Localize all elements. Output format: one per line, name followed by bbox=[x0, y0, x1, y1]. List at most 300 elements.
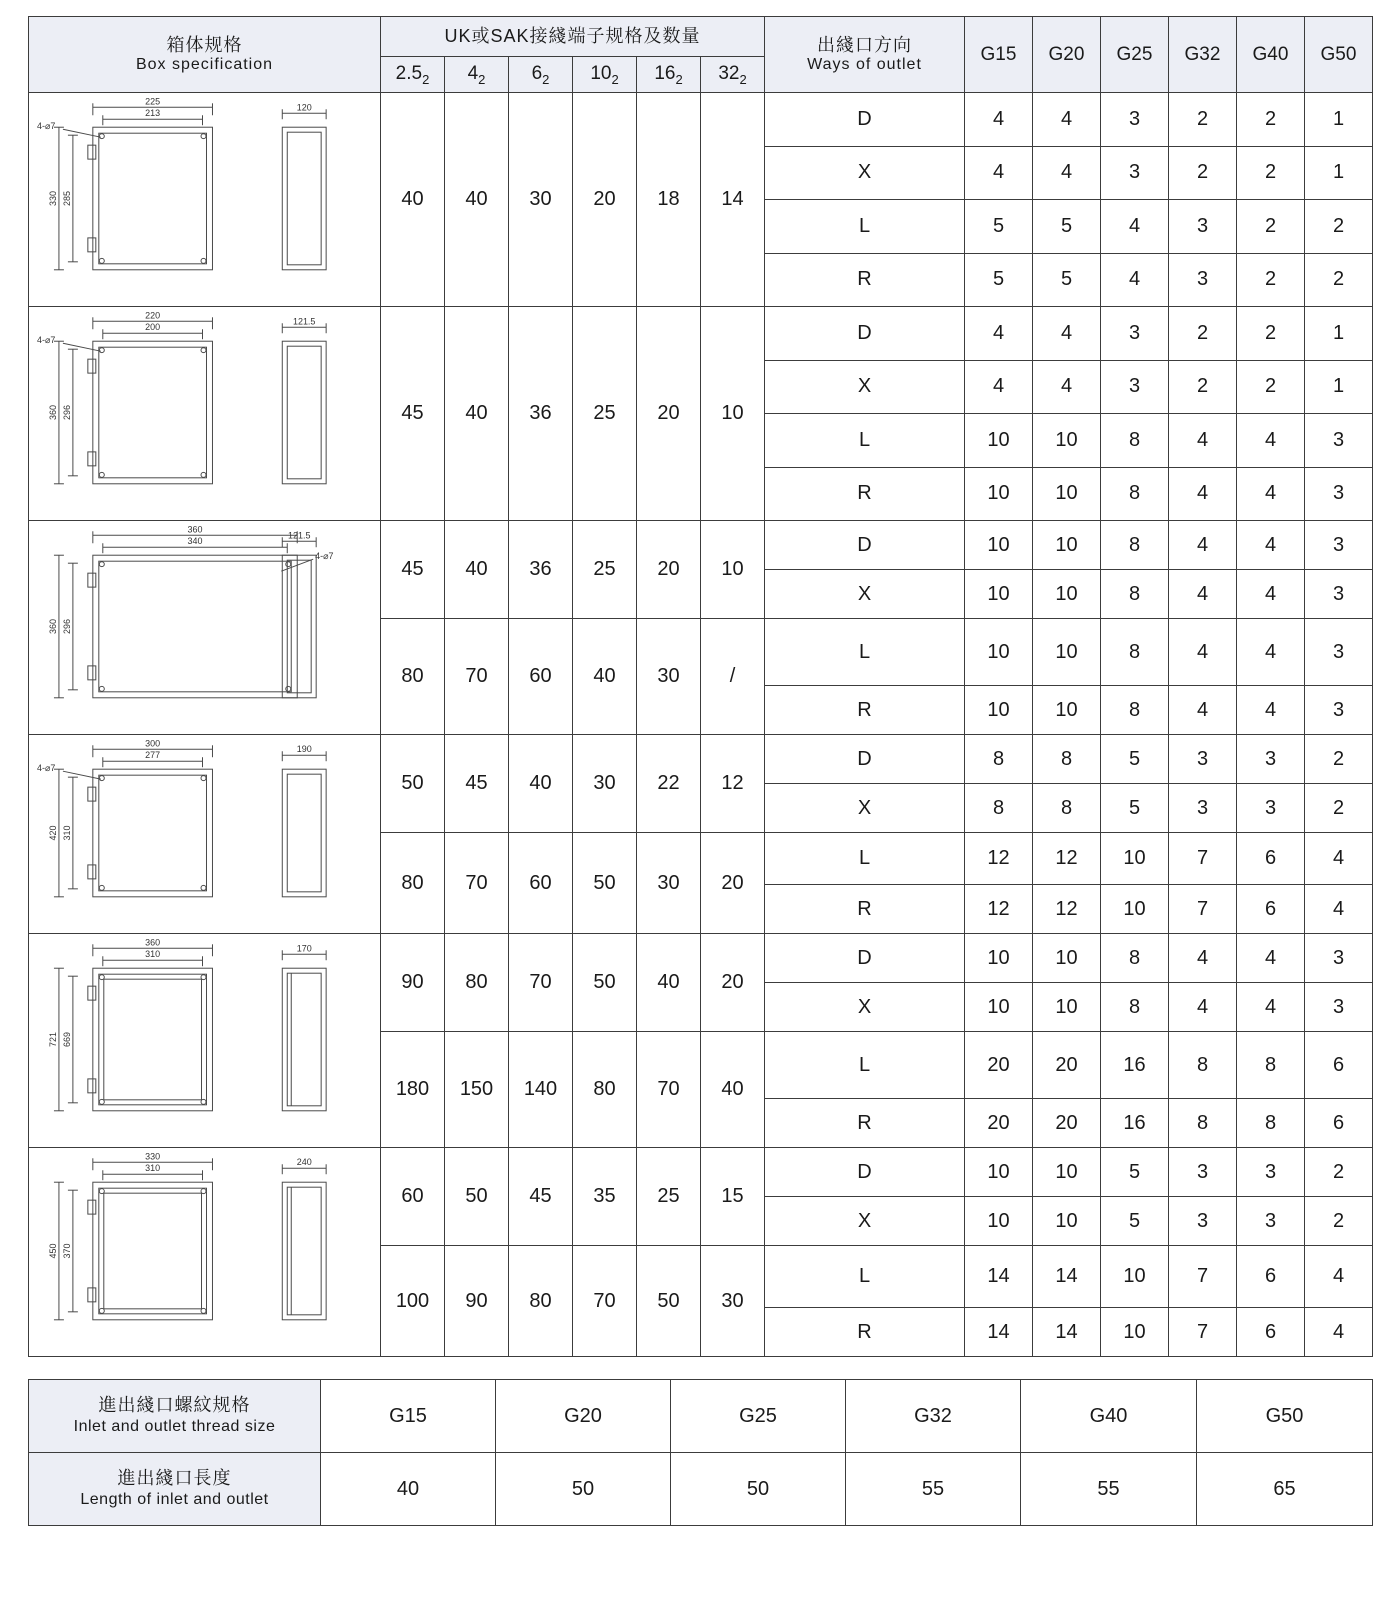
thread-size-g20: G20 bbox=[496, 1380, 671, 1453]
outlet-count-r5-x-g25: 8 bbox=[1101, 983, 1169, 1032]
svg-text:285: 285 bbox=[61, 191, 72, 206]
terminal-qty-r6-b2-c5: 50 bbox=[637, 1246, 701, 1357]
thread-length-g32: 55 bbox=[846, 1453, 1021, 1526]
terminal-qty-r5-b2-c5: 70 bbox=[637, 1032, 701, 1148]
thread-size-label bbox=[29, 1380, 321, 1453]
box-outline-drawing bbox=[35, 739, 374, 929]
outlet-count-r3-r-g32: 4 bbox=[1169, 686, 1237, 735]
thread-size-g32: G32 bbox=[846, 1380, 1021, 1453]
terminal-qty-r6-b2-c2: 90 bbox=[445, 1246, 509, 1357]
terminal-qty-r6-b2-c4: 70 bbox=[573, 1246, 637, 1357]
outlet-count-r6-r-g15: 14 bbox=[965, 1308, 1033, 1357]
outlet-count-r6-d-g15: 10 bbox=[965, 1148, 1033, 1197]
svg-text:330: 330 bbox=[145, 1152, 161, 1162]
outlet-count-r6-l-g15: 14 bbox=[965, 1246, 1033, 1308]
outlet-direction-x: X bbox=[765, 1197, 965, 1246]
terminal-qty-r1-b1-c2: 40 bbox=[445, 93, 509, 307]
outlet-count-r2-d-g40: 2 bbox=[1237, 307, 1305, 361]
terminal-qty-r6-b1-c2: 50 bbox=[445, 1148, 509, 1246]
header-terminal-16: $16_2$ bbox=[637, 57, 701, 93]
outlet-count-r3-x-g40: 4 bbox=[1237, 570, 1305, 619]
outlet-direction-l: L bbox=[765, 833, 965, 885]
outlet-count-r5-l-g20: 20 bbox=[1033, 1032, 1101, 1099]
header-g50: G50 bbox=[1305, 17, 1373, 93]
thread-length-g25: 50 bbox=[671, 1453, 846, 1526]
outlet-count-r2-l-g20: 10 bbox=[1033, 414, 1101, 468]
outlet-count-r5-x-g32: 4 bbox=[1169, 983, 1237, 1032]
outlet-count-r1-d-g20: 4 bbox=[1033, 93, 1101, 147]
svg-text:360: 360 bbox=[145, 938, 161, 948]
outlet-count-r5-l-g25: 16 bbox=[1101, 1032, 1169, 1099]
outlet-count-r1-x-g40: 2 bbox=[1237, 146, 1305, 200]
outlet-count-r3-x-g50: 3 bbox=[1305, 570, 1373, 619]
terminal-qty-r5-b2-c1: 180 bbox=[381, 1032, 445, 1148]
svg-text:170: 170 bbox=[296, 943, 312, 954]
outlet-count-r5-d-g40: 4 bbox=[1237, 934, 1305, 983]
outlet-count-r2-d-g50: 1 bbox=[1305, 307, 1373, 361]
outlet-count-r1-r-g32: 3 bbox=[1169, 253, 1237, 307]
outlet-count-r6-x-g15: 10 bbox=[965, 1197, 1033, 1246]
outlet-count-r3-x-g15: 10 bbox=[965, 570, 1033, 619]
outlet-direction-d: D bbox=[765, 735, 965, 784]
outlet-count-r4-r-g32: 7 bbox=[1169, 885, 1237, 934]
terminal-qty-r2-b1-c2: 40 bbox=[445, 307, 509, 521]
outlet-direction-l: L bbox=[765, 619, 965, 686]
svg-text:310: 310 bbox=[145, 1163, 161, 1174]
header-terminal-4: $4_2$ bbox=[445, 57, 509, 93]
box-diagram-cell-3 bbox=[29, 521, 381, 735]
thread-size-g25: G25 bbox=[671, 1380, 846, 1453]
thread-size-g50: G50 bbox=[1197, 1380, 1373, 1453]
outlet-direction-r: R bbox=[765, 686, 965, 735]
svg-text:277: 277 bbox=[145, 750, 161, 761]
thread-size-g40: G40 bbox=[1021, 1380, 1197, 1453]
outlet-count-r1-x-g50: 1 bbox=[1305, 146, 1373, 200]
outlet-count-r3-d-g40: 4 bbox=[1237, 521, 1305, 570]
outlet-count-r2-r-g15: 10 bbox=[965, 467, 1033, 521]
outlet-count-r6-x-g20: 10 bbox=[1033, 1197, 1101, 1246]
outlet-direction-d: D bbox=[765, 93, 965, 147]
header-terminal-32: $32_2$ bbox=[701, 57, 765, 93]
svg-text:4-⌀7: 4-⌀7 bbox=[315, 551, 334, 562]
svg-text:300: 300 bbox=[145, 739, 161, 749]
outlet-count-r2-r-g40: 4 bbox=[1237, 467, 1305, 521]
terminal-qty-r5-b1-c2: 80 bbox=[445, 934, 509, 1032]
outlet-count-r1-x-g20: 4 bbox=[1033, 146, 1101, 200]
outlet-count-r4-x-g40: 3 bbox=[1237, 784, 1305, 833]
terminal-qty-r2-b1-c6: 10 bbox=[701, 307, 765, 521]
outlet-count-r5-r-g20: 20 bbox=[1033, 1099, 1101, 1148]
outlet-count-r4-x-g25: 5 bbox=[1101, 784, 1169, 833]
terminal-qty-r1-b1-c1: 40 bbox=[381, 93, 445, 307]
header-g25: G25 bbox=[1101, 17, 1169, 93]
table-row bbox=[29, 735, 1373, 784]
outlet-count-r4-l-g50: 4 bbox=[1305, 833, 1373, 885]
outlet-count-r2-l-g25: 8 bbox=[1101, 414, 1169, 468]
svg-text:310: 310 bbox=[145, 949, 161, 960]
thread-length-label-en: Length of inlet and outlet bbox=[80, 1491, 269, 1509]
outlet-count-r4-d-g50: 2 bbox=[1305, 735, 1373, 784]
outlet-count-r1-d-g32: 2 bbox=[1169, 93, 1237, 147]
outlet-count-r3-l-g40: 4 bbox=[1237, 619, 1305, 686]
outlet-count-r4-r-g20: 12 bbox=[1033, 885, 1101, 934]
svg-text:4-⌀7: 4-⌀7 bbox=[36, 763, 56, 774]
outlet-direction-x: X bbox=[765, 784, 965, 833]
svg-text:370: 370 bbox=[61, 1243, 72, 1259]
outlet-direction-d: D bbox=[765, 934, 965, 983]
outlet-count-r6-d-g32: 3 bbox=[1169, 1148, 1237, 1197]
outlet-count-r5-r-g32: 8 bbox=[1169, 1099, 1237, 1148]
outlet-count-r6-d-g50: 2 bbox=[1305, 1148, 1373, 1197]
terminal-qty-r4-b1-c1: 50 bbox=[381, 735, 445, 833]
terminal-qty-r4-b1-c5: 22 bbox=[637, 735, 701, 833]
outlet-count-r5-l-g40: 8 bbox=[1237, 1032, 1305, 1099]
terminal-qty-r6-b1-c6: 15 bbox=[701, 1148, 765, 1246]
terminal-qty-r5-b2-c4: 80 bbox=[573, 1032, 637, 1148]
terminal-qty-r5-b1-c1: 90 bbox=[381, 934, 445, 1032]
outlet-count-r2-l-g50: 3 bbox=[1305, 414, 1373, 468]
outlet-count-r6-d-g25: 5 bbox=[1101, 1148, 1169, 1197]
terminal-qty-r4-b2-c3: 60 bbox=[509, 833, 573, 934]
outlet-direction-l: L bbox=[765, 1246, 965, 1308]
outlet-count-r2-x-g15: 4 bbox=[965, 360, 1033, 414]
terminal-qty-r5-b1-c5: 40 bbox=[637, 934, 701, 1032]
outlet-direction-r: R bbox=[765, 253, 965, 307]
outlet-count-r6-l-g32: 7 bbox=[1169, 1246, 1237, 1308]
terminal-qty-r3-b2-c4: 40 bbox=[573, 619, 637, 735]
outlet-count-r4-d-g15: 8 bbox=[965, 735, 1033, 784]
box-outline-drawing bbox=[35, 311, 374, 516]
outlet-direction-x: X bbox=[765, 983, 965, 1032]
box-outline-drawing bbox=[35, 525, 374, 730]
outlet-count-r1-x-g32: 2 bbox=[1169, 146, 1237, 200]
terminal-qty-r2-b1-c1: 45 bbox=[381, 307, 445, 521]
outlet-count-r4-r-g15: 12 bbox=[965, 885, 1033, 934]
outlet-direction-x: X bbox=[765, 360, 965, 414]
svg-text:4-⌀7: 4-⌀7 bbox=[36, 121, 56, 132]
outlet-direction-l: L bbox=[765, 414, 965, 468]
outlet-count-r1-r-g50: 2 bbox=[1305, 253, 1373, 307]
outlet-direction-l: L bbox=[765, 1032, 965, 1099]
svg-text:340: 340 bbox=[187, 536, 203, 547]
svg-text:220: 220 bbox=[145, 311, 161, 321]
thread-size-label-en: Inlet and outlet thread size bbox=[73, 1418, 276, 1436]
terminal-qty-r6-b2-c1: 100 bbox=[381, 1246, 445, 1357]
terminal-qty-r3-b2-c6: / bbox=[701, 619, 765, 735]
thread-size-g15: G15 bbox=[321, 1380, 496, 1453]
thread-length-g20: 50 bbox=[496, 1453, 671, 1526]
table-header bbox=[29, 17, 1373, 93]
table-row bbox=[29, 307, 1373, 361]
outlet-count-r6-x-g40: 3 bbox=[1237, 1197, 1305, 1246]
terminal-qty-r4-b1-c6: 12 bbox=[701, 735, 765, 833]
header-g15: G15 bbox=[965, 17, 1033, 93]
outlet-direction-d: D bbox=[765, 1148, 965, 1197]
outlet-count-r5-x-g20: 10 bbox=[1033, 983, 1101, 1032]
outlet-count-r1-r-g40: 2 bbox=[1237, 253, 1305, 307]
outlet-count-r2-l-g32: 4 bbox=[1169, 414, 1237, 468]
outlet-count-r5-r-g40: 8 bbox=[1237, 1099, 1305, 1148]
outlet-count-r3-x-g20: 10 bbox=[1033, 570, 1101, 619]
svg-text:296: 296 bbox=[61, 619, 72, 634]
header-terminal-10: $10_2$ bbox=[573, 57, 637, 93]
header-outlet-direction bbox=[765, 17, 965, 93]
outlet-count-r2-d-g25: 3 bbox=[1101, 307, 1169, 361]
outlet-count-r5-d-g15: 10 bbox=[965, 934, 1033, 983]
outlet-count-r1-d-g15: 4 bbox=[965, 93, 1033, 147]
outlet-count-r4-r-g50: 4 bbox=[1305, 885, 1373, 934]
terminal-qty-r4-b1-c2: 45 bbox=[445, 735, 509, 833]
terminal-qty-r3-b1-c3: 36 bbox=[509, 521, 573, 619]
terminal-qty-r1-b1-c3: 30 bbox=[509, 93, 573, 307]
outlet-count-r2-l-g15: 10 bbox=[965, 414, 1033, 468]
svg-text:669: 669 bbox=[61, 1032, 72, 1047]
svg-text:4-⌀7: 4-⌀7 bbox=[36, 335, 56, 346]
table-body bbox=[29, 93, 1373, 1357]
terminal-qty-r3-b2-c1: 80 bbox=[381, 619, 445, 735]
terminal-qty-r5-b2-c3: 140 bbox=[509, 1032, 573, 1148]
header-terminal-6: $6_2$ bbox=[509, 57, 573, 93]
outlet-count-r2-d-g15: 4 bbox=[965, 307, 1033, 361]
svg-text:121.5: 121.5 bbox=[292, 316, 316, 327]
outlet-count-r3-d-g32: 4 bbox=[1169, 521, 1237, 570]
outlet-count-r6-x-g25: 5 bbox=[1101, 1197, 1169, 1246]
outlet-count-r1-d-g25: 3 bbox=[1101, 93, 1169, 147]
outlet-direction-r: R bbox=[765, 467, 965, 521]
outlet-count-r1-x-g15: 4 bbox=[965, 146, 1033, 200]
terminal-qty-r6-b1-c4: 35 bbox=[573, 1148, 637, 1246]
outlet-count-r5-d-g32: 4 bbox=[1169, 934, 1237, 983]
outlet-count-r5-d-g50: 3 bbox=[1305, 934, 1373, 983]
terminal-qty-r3-b1-c1: 45 bbox=[381, 521, 445, 619]
outlet-count-r6-x-g32: 3 bbox=[1169, 1197, 1237, 1246]
outlet-direction-d: D bbox=[765, 521, 965, 570]
outlet-count-r4-x-g32: 3 bbox=[1169, 784, 1237, 833]
svg-text:360: 360 bbox=[47, 405, 58, 420]
outlet-count-r4-l-g32: 7 bbox=[1169, 833, 1237, 885]
outlet-count-r4-d-g40: 3 bbox=[1237, 735, 1305, 784]
outlet-count-r5-r-g15: 20 bbox=[965, 1099, 1033, 1148]
outlet-count-r6-d-g20: 10 bbox=[1033, 1148, 1101, 1197]
svg-text:225: 225 bbox=[145, 97, 161, 107]
outlet-count-r5-r-g25: 16 bbox=[1101, 1099, 1169, 1148]
svg-text:121.5: 121.5 bbox=[287, 530, 311, 541]
outlet-count-r6-r-g50: 4 bbox=[1305, 1308, 1373, 1357]
outlet-count-r3-l-g15: 10 bbox=[965, 619, 1033, 686]
outlet-count-r2-r-g20: 10 bbox=[1033, 467, 1101, 521]
terminal-qty-r4-b2-c1: 80 bbox=[381, 833, 445, 934]
outlet-count-r2-r-g25: 8 bbox=[1101, 467, 1169, 521]
outlet-count-r2-r-g32: 4 bbox=[1169, 467, 1237, 521]
terminal-qty-r6-b2-c3: 80 bbox=[509, 1246, 573, 1357]
box-diagram-cell-1 bbox=[29, 93, 381, 307]
outlet-count-r4-x-g50: 2 bbox=[1305, 784, 1373, 833]
header-g20: G20 bbox=[1033, 17, 1101, 93]
svg-text:200: 200 bbox=[145, 322, 161, 333]
header-terminal-group bbox=[381, 17, 765, 57]
outlet-count-r2-x-g40: 2 bbox=[1237, 360, 1305, 414]
terminal-qty-r1-b1-c4: 20 bbox=[573, 93, 637, 307]
box-diagram-cell-4 bbox=[29, 735, 381, 934]
terminal-qty-r4-b2-c6: 20 bbox=[701, 833, 765, 934]
outlet-count-r5-l-g15: 20 bbox=[965, 1032, 1033, 1099]
terminal-qty-r3-b1-c5: 20 bbox=[637, 521, 701, 619]
outlet-direction-r: R bbox=[765, 1308, 965, 1357]
thread-length-g40: 55 bbox=[1021, 1453, 1197, 1526]
outlet-count-r6-l-g40: 6 bbox=[1237, 1246, 1305, 1308]
outlet-direction-x: X bbox=[765, 570, 965, 619]
outlet-count-r3-l-g32: 4 bbox=[1169, 619, 1237, 686]
outlet-count-r2-x-g25: 3 bbox=[1101, 360, 1169, 414]
outlet-count-r4-x-g20: 8 bbox=[1033, 784, 1101, 833]
outlet-count-r6-l-g20: 14 bbox=[1033, 1246, 1101, 1308]
outlet-count-r3-d-g50: 3 bbox=[1305, 521, 1373, 570]
terminal-qty-r2-b1-c3: 36 bbox=[509, 307, 573, 521]
outlet-count-r4-d-g25: 5 bbox=[1101, 735, 1169, 784]
box-spec-cn: 箱体规格 bbox=[166, 34, 243, 55]
svg-text:330: 330 bbox=[47, 191, 58, 206]
header-g32: G32 bbox=[1169, 17, 1237, 93]
outlet-count-r3-d-g15: 10 bbox=[965, 521, 1033, 570]
outlet-count-r2-l-g40: 4 bbox=[1237, 414, 1305, 468]
outlet-count-r2-x-g20: 4 bbox=[1033, 360, 1101, 414]
outlet-count-r6-r-g32: 7 bbox=[1169, 1308, 1237, 1357]
svg-text:310: 310 bbox=[61, 825, 72, 841]
thread-length-label-cn: 進出綫口長度 bbox=[117, 1467, 232, 1488]
outlet-count-r6-r-g40: 6 bbox=[1237, 1308, 1305, 1357]
outlet-count-r3-r-g40: 4 bbox=[1237, 686, 1305, 735]
svg-text:360: 360 bbox=[187, 525, 203, 535]
outlet-count-r2-d-g20: 4 bbox=[1033, 307, 1101, 361]
thread-length-label bbox=[29, 1453, 321, 1526]
outlet-count-r4-r-g40: 6 bbox=[1237, 885, 1305, 934]
terminal-qty-r3-b1-c6: 10 bbox=[701, 521, 765, 619]
terminal-qty-r2-b1-c4: 25 bbox=[573, 307, 637, 521]
terminal-qty-r6-b2-c6: 30 bbox=[701, 1246, 765, 1357]
outlet-direction-d: D bbox=[765, 307, 965, 361]
outlet-count-r3-d-g20: 10 bbox=[1033, 521, 1101, 570]
box-outline-drawing bbox=[35, 97, 374, 302]
header-g40: G40 bbox=[1237, 17, 1305, 93]
outlet-count-r3-d-g25: 8 bbox=[1101, 521, 1169, 570]
outlet-count-r2-d-g32: 2 bbox=[1169, 307, 1237, 361]
svg-text:213: 213 bbox=[145, 108, 161, 119]
box-outline-drawing bbox=[35, 1152, 374, 1352]
header-terminal-2.5: $2.5_2$ bbox=[381, 57, 445, 93]
outlet-count-r6-l-g25: 10 bbox=[1101, 1246, 1169, 1308]
terminal-qty-r5-b2-c2: 150 bbox=[445, 1032, 509, 1148]
terminal-qty-r4-b1-c3: 40 bbox=[509, 735, 573, 833]
outlet-count-r4-d-g20: 8 bbox=[1033, 735, 1101, 784]
table-row bbox=[29, 934, 1373, 983]
terminal-qty-r6-b1-c3: 45 bbox=[509, 1148, 573, 1246]
outlet-count-r1-r-g15: 5 bbox=[965, 253, 1033, 307]
outlet-count-r1-l-g25: 4 bbox=[1101, 200, 1169, 254]
terminal-qty-r3-b2-c2: 70 bbox=[445, 619, 509, 735]
box-spec-en: Box specification bbox=[135, 55, 274, 73]
outlet-count-r5-x-g50: 3 bbox=[1305, 983, 1373, 1032]
outlet-direction-r: R bbox=[765, 885, 965, 934]
box-diagram-cell-5 bbox=[29, 934, 381, 1148]
svg-text:240: 240 bbox=[296, 1157, 312, 1168]
terminal-qty-r5-b1-c3: 70 bbox=[509, 934, 573, 1032]
outlet-count-r1-l-g40: 2 bbox=[1237, 200, 1305, 254]
outlet-count-r2-r-g50: 3 bbox=[1305, 467, 1373, 521]
outlet-count-r3-r-g25: 8 bbox=[1101, 686, 1169, 735]
outlet-direction-x: X bbox=[765, 146, 965, 200]
outlet-count-r1-x-g25: 3 bbox=[1101, 146, 1169, 200]
outlet-count-r4-x-g15: 8 bbox=[965, 784, 1033, 833]
outlet-count-r2-x-g32: 2 bbox=[1169, 360, 1237, 414]
thread-size-label-cn: 進出綫口螺紋规格 bbox=[98, 1394, 251, 1415]
outlet-count-r5-l-g32: 8 bbox=[1169, 1032, 1237, 1099]
outlet-count-r3-x-g32: 4 bbox=[1169, 570, 1237, 619]
outlet-count-r5-x-g15: 10 bbox=[965, 983, 1033, 1032]
terminal-group-cn: UK或SAK接綫端子规格及数量 bbox=[444, 26, 701, 47]
thread-length-g50: 65 bbox=[1197, 1453, 1373, 1526]
outlet-count-r6-d-g40: 3 bbox=[1237, 1148, 1305, 1197]
terminal-qty-r2-b1-c5: 20 bbox=[637, 307, 701, 521]
outlet-count-r3-x-g25: 8 bbox=[1101, 570, 1169, 619]
outlet-dir-en: Ways of outlet bbox=[807, 55, 922, 73]
outlet-count-r4-l-g40: 6 bbox=[1237, 833, 1305, 885]
outlet-dir-cn: 出綫口方向 bbox=[817, 34, 912, 55]
terminal-qty-r6-b1-c1: 60 bbox=[381, 1148, 445, 1246]
outlet-count-r5-d-g25: 8 bbox=[1101, 934, 1169, 983]
terminal-qty-r5-b1-c6: 20 bbox=[701, 934, 765, 1032]
terminal-qty-r1-b1-c6: 14 bbox=[701, 93, 765, 307]
terminal-qty-r4-b2-c2: 70 bbox=[445, 833, 509, 934]
svg-text:296: 296 bbox=[61, 405, 72, 420]
outlet-count-r1-r-g20: 5 bbox=[1033, 253, 1101, 307]
terminal-qty-r3-b1-c4: 25 bbox=[573, 521, 637, 619]
outlet-count-r6-r-g20: 14 bbox=[1033, 1308, 1101, 1357]
outlet-count-r3-l-g50: 3 bbox=[1305, 619, 1373, 686]
svg-text:360: 360 bbox=[47, 619, 58, 634]
outlet-count-r1-d-g50: 1 bbox=[1305, 93, 1373, 147]
svg-text:721: 721 bbox=[47, 1032, 58, 1047]
outlet-count-r5-l-g50: 6 bbox=[1305, 1032, 1373, 1099]
outlet-count-r6-r-g25: 10 bbox=[1101, 1308, 1169, 1357]
terminal-qty-r4-b2-c5: 30 bbox=[637, 833, 701, 934]
outlet-count-r3-r-g50: 3 bbox=[1305, 686, 1373, 735]
table-row bbox=[29, 93, 1373, 147]
svg-text:120: 120 bbox=[296, 102, 312, 113]
outlet-count-r2-x-g50: 1 bbox=[1305, 360, 1373, 414]
outlet-count-r4-r-g25: 10 bbox=[1101, 885, 1169, 934]
outlet-count-r1-d-g40: 2 bbox=[1237, 93, 1305, 147]
svg-text:190: 190 bbox=[296, 744, 312, 755]
outlet-count-r3-r-g15: 10 bbox=[965, 686, 1033, 735]
outlet-count-r4-l-g20: 12 bbox=[1033, 833, 1101, 885]
outlet-count-r1-r-g25: 4 bbox=[1101, 253, 1169, 307]
outlet-count-r3-r-g20: 10 bbox=[1033, 686, 1101, 735]
table-row bbox=[29, 521, 1373, 570]
terminal-qty-r3-b2-c5: 30 bbox=[637, 619, 701, 735]
thread-length-row bbox=[29, 1453, 1373, 1526]
thread-size-row bbox=[29, 1380, 1373, 1453]
terminal-qty-r1-b1-c5: 18 bbox=[637, 93, 701, 307]
outlet-count-r5-d-g20: 10 bbox=[1033, 934, 1101, 983]
outlet-count-r5-x-g40: 4 bbox=[1237, 983, 1305, 1032]
outlet-count-r6-x-g50: 2 bbox=[1305, 1197, 1373, 1246]
outlet-count-r1-l-g32: 3 bbox=[1169, 200, 1237, 254]
terminal-qty-r4-b2-c4: 50 bbox=[573, 833, 637, 934]
terminal-qty-r4-b1-c4: 30 bbox=[573, 735, 637, 833]
outlet-count-r4-l-g15: 12 bbox=[965, 833, 1033, 885]
outlet-count-r3-l-g25: 8 bbox=[1101, 619, 1169, 686]
terminal-qty-r5-b1-c4: 50 bbox=[573, 934, 637, 1032]
